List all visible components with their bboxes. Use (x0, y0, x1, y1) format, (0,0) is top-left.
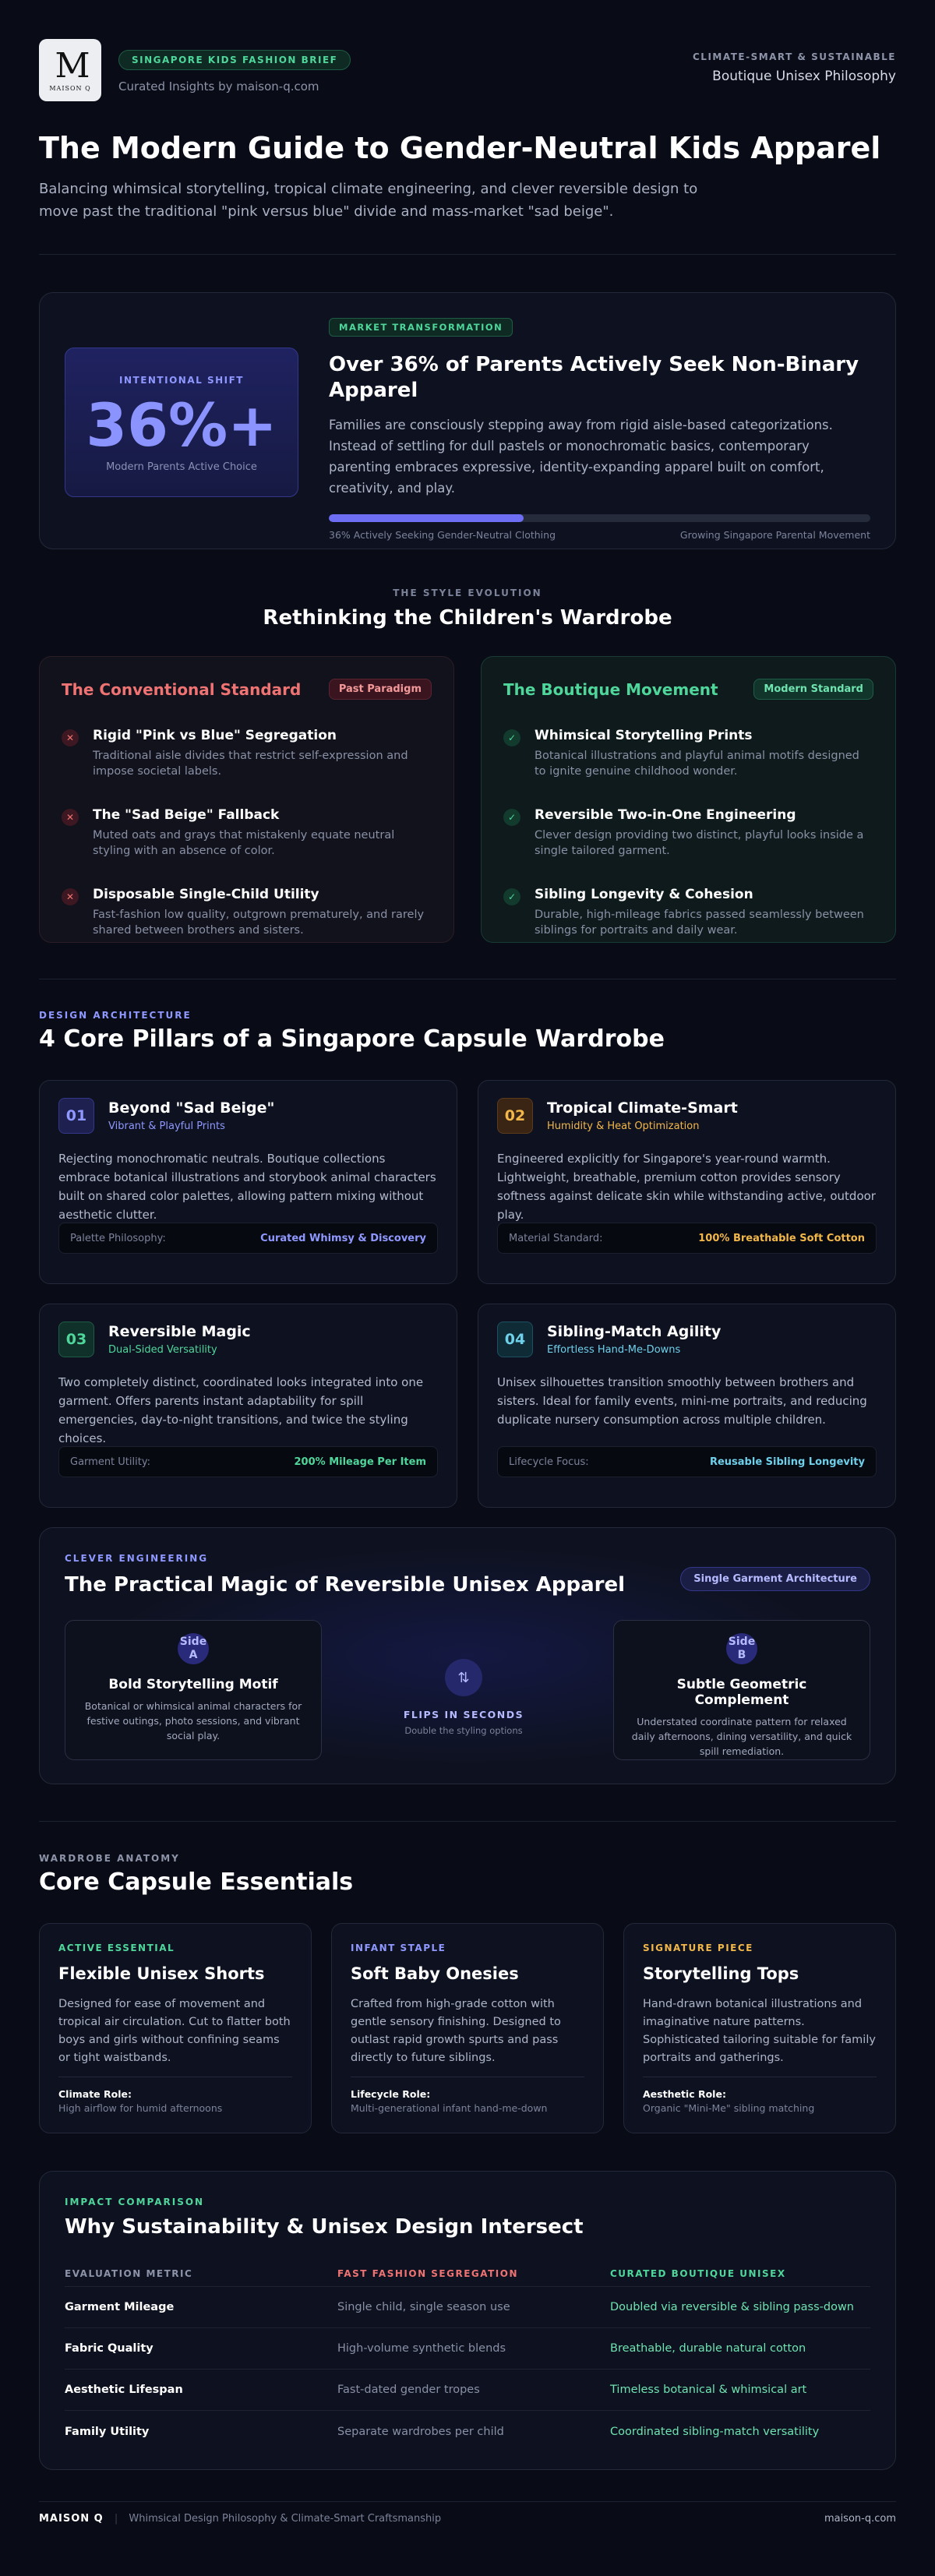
table-row (65, 2287, 870, 2328)
role-value: Multi-generational infant hand-me-down (351, 2102, 548, 2114)
metric-cell: Fabric Quality (65, 2342, 153, 2355)
evolution-title: Rethinking the Children's Wardrobe (263, 606, 672, 630)
table-row (65, 2328, 870, 2370)
side-letter: A (189, 1649, 198, 1661)
progress-fill (329, 514, 524, 522)
pillar-foot-key: Material Standard: (509, 1232, 603, 1244)
side-a-marker (178, 1633, 209, 1664)
side-b-marker (726, 1633, 757, 1664)
item-desc: Muted oats and grays that mistakenly equate neutral styling with an absence of color. (93, 829, 395, 857)
essential-kicker: ACTIVE ESSENTIAL (58, 1943, 175, 1953)
flip-title: FLIPS IN SECONDS (403, 1709, 524, 1720)
footer-brand[interactable]: MAISON Q (39, 2513, 104, 2525)
stat-box (65, 348, 298, 497)
progress-label-left: 36% Actively Seeking Gender-Neutral Clothing (329, 529, 556, 541)
item-desc: Fast-fashion low quality, outgrown prematurely, and rarely shared between brothers and sisters. (93, 909, 425, 937)
curated-by: Curated Insights by maison-q.com (118, 79, 319, 94)
essential-body: Hand-drawn botanical illustrations and imaginative nature patterns. Sophisticated tailoring suitable for family portraits and gatherings. (643, 1998, 876, 2064)
reversible-title: The Practical Magic of Reversible Unisex Apparel (65, 1573, 626, 1597)
essential-title: Storytelling Tops (643, 1964, 799, 1983)
pillar-subtitle: Dual-Sided Versatility (108, 1344, 217, 1356)
stat-caption: Modern Parents Active Choice (106, 461, 257, 473)
divider (39, 1821, 896, 1822)
footer-link[interactable]: maison-q.com (824, 2513, 896, 2525)
column-header: EVALUATION METRIC (65, 2267, 193, 2279)
past-paradigm-tag: Past Paradigm (329, 679, 432, 700)
essential-card (39, 1923, 312, 2133)
metric-cell: Family Utility (65, 2425, 150, 2438)
impact-kicker: IMPACT COMPARISON (65, 2197, 205, 2207)
market-title: Over 36% of Parents Actively Seek Non-Binary Apparel (329, 353, 859, 402)
fast-fashion-cell: Separate wardrobes per child (337, 2425, 504, 2438)
pillars-kicker: DESIGN ARCHITECTURE (39, 1010, 192, 1021)
pillar-number: 02 (497, 1098, 533, 1134)
check-icon: ✓ (503, 809, 520, 826)
page-title: The Modern Guide to Gender-Neutral Kids Apparel (39, 131, 881, 165)
footer-tagline: Whimsical Design Philosophy & Climate-Smart Craftsmanship (129, 2513, 442, 2525)
pillar-foot-key: Garment Utility: (70, 1456, 150, 1468)
check-icon: ✓ (503, 888, 520, 905)
modern-standard-tag: Modern Standard (753, 679, 873, 700)
column-header: FAST FASHION SEGREGATION (337, 2267, 519, 2279)
pillar-foot-value: 100% Breathable Soft Cotton (698, 1232, 865, 1244)
conventional-title: The Conventional Standard (62, 679, 302, 699)
progress-bar (329, 514, 870, 522)
column-header: CURATED BOUTIQUE UNISEX (610, 2267, 786, 2279)
pillar-card (39, 1304, 457, 1508)
essentials-kicker: WARDROBE ANATOMY (39, 1853, 180, 1864)
essential-kicker: INFANT STAPLE (351, 1943, 446, 1953)
swap-arrows-icon: ⇅ (445, 1659, 482, 1696)
side-word: Side (728, 1636, 756, 1648)
logo[interactable] (39, 39, 101, 101)
list-item (62, 807, 432, 859)
pillar-number: 01 (58, 1098, 94, 1134)
logo-subtext: MAISON Q (49, 84, 91, 92)
side-a-body: Botanical or whimsical animal characters for festive outings, photo sessions, and vibrant social play. (84, 1700, 302, 1741)
x-icon: ✕ (62, 888, 79, 905)
logo-mark: M (55, 45, 86, 86)
item-desc: Traditional aisle divides that restrict self-expression and impose societal labels. (93, 750, 408, 778)
impact-card (39, 2171, 896, 2470)
item-title: Sibling Longevity & Cohesion (535, 887, 753, 902)
essential-kicker: SIGNATURE PIECE (643, 1943, 753, 1953)
side-b-title: Subtle Geometric Complement (676, 1677, 807, 1708)
list-item (503, 728, 873, 779)
divider (39, 254, 896, 255)
header-tagline: Boutique Unisex Philosophy (712, 69, 896, 84)
pillar-foot-key: Palette Philosophy: (70, 1232, 166, 1244)
table-header (65, 2260, 870, 2287)
divider (39, 2501, 896, 2502)
side-b-body: Understated coordinate pattern for relaxed daily afternoons, dining versatility, and quick spill remediation. (631, 1716, 852, 1757)
progress-label-right: Growing Singapore Parental Movement (679, 529, 870, 541)
item-title: Reversible Two-in-One Engineering (535, 807, 796, 823)
conventional-card (39, 656, 454, 943)
essential-card (331, 1923, 604, 2133)
essential-title: Flexible Unisex Shorts (58, 1964, 265, 1983)
side-a-title: Bold Storytelling Motif (108, 1677, 278, 1692)
pillar-title: Beyond "Sad Beige" (108, 1099, 275, 1117)
pillar-body: Engineered explicitly for Singapore's year-round warmth. Lightweight, breathable, premium cotton provides sensory softness against delicate skin while withstanding active, outdoor play. (497, 1152, 876, 1222)
item-desc: Clever design providing two distinct, playful looks inside a single tailored garment. (535, 829, 864, 857)
item-desc: Durable, high-mileage fabrics passed seamlessly between siblings for portraits and daily wear. (535, 909, 864, 937)
essential-card (623, 1923, 896, 2133)
x-icon: ✕ (62, 809, 79, 826)
table-row (65, 2411, 870, 2452)
metric-cell: Garment Mileage (65, 2301, 175, 2313)
boutique-cell: Doubled via reversible & sibling pass-down (610, 2301, 854, 2313)
essentials-title: Core Capsule Essentials (39, 1868, 354, 1896)
role-key: Climate Role: (58, 2088, 132, 2100)
footer (39, 2513, 896, 2525)
item-desc: Botanical illustrations and playful animal motifs designed to ignite genuine childhood wonder. (535, 750, 859, 778)
side-letter: B (737, 1649, 746, 1661)
role-value: High airflow for humid afternoons (58, 2102, 223, 2114)
item-title: Rigid "Pink vs Blue" Segregation (93, 728, 337, 743)
side-word: Side (179, 1636, 207, 1648)
pillars-title: 4 Core Pillars of a Singapore Capsule Wardrobe (39, 1025, 665, 1053)
pillar-subtitle: Vibrant & Playful Prints (108, 1120, 225, 1132)
boutique-title: The Boutique Movement (503, 679, 718, 699)
page-subtitle: Balancing whimsical storytelling, tropical climate engineering, and clever reversible design to move past the traditional "pink versus blue" divide and mass-market "sad beige". (39, 181, 698, 220)
brief-pill: SINGAPORE KIDS FASHION BRIEF (118, 50, 351, 70)
market-body: Families are consciously stepping away from rigid aisle-based categorizations. Instead of settling for dull pastels or monochromatic basics, contemporary parenting embraces expressive, identity-expanding apparel built on comfort, creativity, and play. (329, 418, 833, 496)
pillar-body: Unisex silhouettes transition smoothly between brothers and sisters. Ideal for family events, mini-me portraits, and reducing duplicate nursery consumption across multiple children. (497, 1375, 867, 1427)
evolution-kicker: THE STYLE EVOLUTION (393, 588, 542, 598)
impact-table (65, 2260, 870, 2452)
list-item (503, 887, 873, 938)
header (39, 39, 896, 101)
pillar-foot-key: Lifecycle Focus: (509, 1456, 589, 1468)
pillar-foot-value: Reusable Sibling Longevity (709, 1456, 865, 1468)
list-item (503, 807, 873, 859)
table-row (65, 2370, 870, 2411)
pillar-subtitle: Humidity & Heat Optimization (547, 1120, 700, 1132)
reversible-card (39, 1527, 896, 1784)
footer-separator: | (114, 2513, 118, 2525)
pillar-title: Sibling-Match Agility (547, 1323, 722, 1340)
boutique-cell: Breathable, durable natural cotton (610, 2342, 806, 2355)
header-kicker: CLIMATE-SMART & SUSTAINABLE (692, 51, 896, 62)
side-b-card (613, 1620, 870, 1760)
list-item (62, 887, 432, 938)
item-title: Whimsical Storytelling Prints (535, 728, 753, 743)
flip-indicator (370, 1659, 557, 1736)
boutique-card (481, 656, 896, 943)
essential-body: Crafted from high-grade cotton with gentle sensory finishing. Designed to outlast rapid growth spurts and pass directly to future siblings. (351, 1998, 561, 2064)
role-value: Organic "Mini-Me" sibling matching (643, 2102, 815, 2114)
reversible-kicker: CLEVER ENGINEERING (65, 1553, 209, 1564)
item-title: Disposable Single-Child Utility (93, 887, 319, 902)
pillar-title: Reversible Magic (108, 1323, 251, 1340)
stat-label: INTENTIONAL SHIFT (119, 375, 244, 386)
metric-cell: Aesthetic Lifespan (65, 2384, 183, 2396)
fast-fashion-cell: Single child, single season use (337, 2301, 510, 2313)
pillar-foot-value: Curated Whimsy & Discovery (260, 1232, 426, 1244)
fast-fashion-cell: High-volume synthetic blends (337, 2342, 506, 2355)
item-title: The "Sad Beige" Fallback (93, 807, 280, 823)
fast-fashion-cell: Fast-dated gender tropes (337, 2384, 480, 2396)
pillar-title: Tropical Climate-Smart (547, 1099, 738, 1117)
pillar-subtitle: Effortless Hand-Me-Downs (547, 1344, 681, 1356)
side-a-card (65, 1620, 322, 1760)
x-icon: ✕ (62, 729, 79, 746)
market-pill: MARKET TRANSFORMATION (329, 318, 513, 337)
stat-value: 36%+ (86, 390, 277, 460)
role-key: Lifecycle Role: (351, 2088, 431, 2100)
pillar-number: 04 (497, 1322, 533, 1357)
pillar-body: Rejecting monochromatic neutrals. Boutique collections embrace botanical illustrations and storybook animal characters built on shared color palettes, allowing pattern mixing without aesthetic clutter. (58, 1152, 436, 1222)
role-key: Aesthetic Role: (643, 2088, 726, 2100)
essential-body: Designed for ease of movement and tropical air circulation. Cut to flatter both boys and girls without confining seams or tight waistbands. (58, 1998, 291, 2064)
flip-subtitle: Double the styling options (404, 1725, 523, 1736)
single-garment-badge: Single Garment Architecture (680, 1567, 870, 1591)
header-right (693, 39, 896, 101)
boutique-cell: Timeless botanical & whimsical art (610, 2384, 807, 2396)
market-card (39, 292, 896, 549)
check-icon: ✓ (503, 729, 520, 746)
boutique-cell: Coordinated sibling-match versatility (610, 2425, 820, 2438)
pillar-card (39, 1080, 457, 1284)
list-item (62, 728, 432, 779)
brand-block (39, 39, 351, 101)
essential-title: Soft Baby Onesies (351, 1964, 519, 1983)
pillar-number: 03 (58, 1322, 94, 1357)
pillar-foot-value: 200% Mileage Per Item (294, 1456, 426, 1468)
pillar-card (478, 1304, 896, 1508)
impact-title: Why Sustainability & Unisex Design Intersect (65, 2215, 584, 2239)
pillar-card (478, 1080, 896, 1284)
pillar-body: Two completely distinct, coordinated looks integrated into one garment. Offers parents instant adaptability for spill emergencies, day-to-night transitions, and twice the styling choices. (58, 1375, 424, 1445)
